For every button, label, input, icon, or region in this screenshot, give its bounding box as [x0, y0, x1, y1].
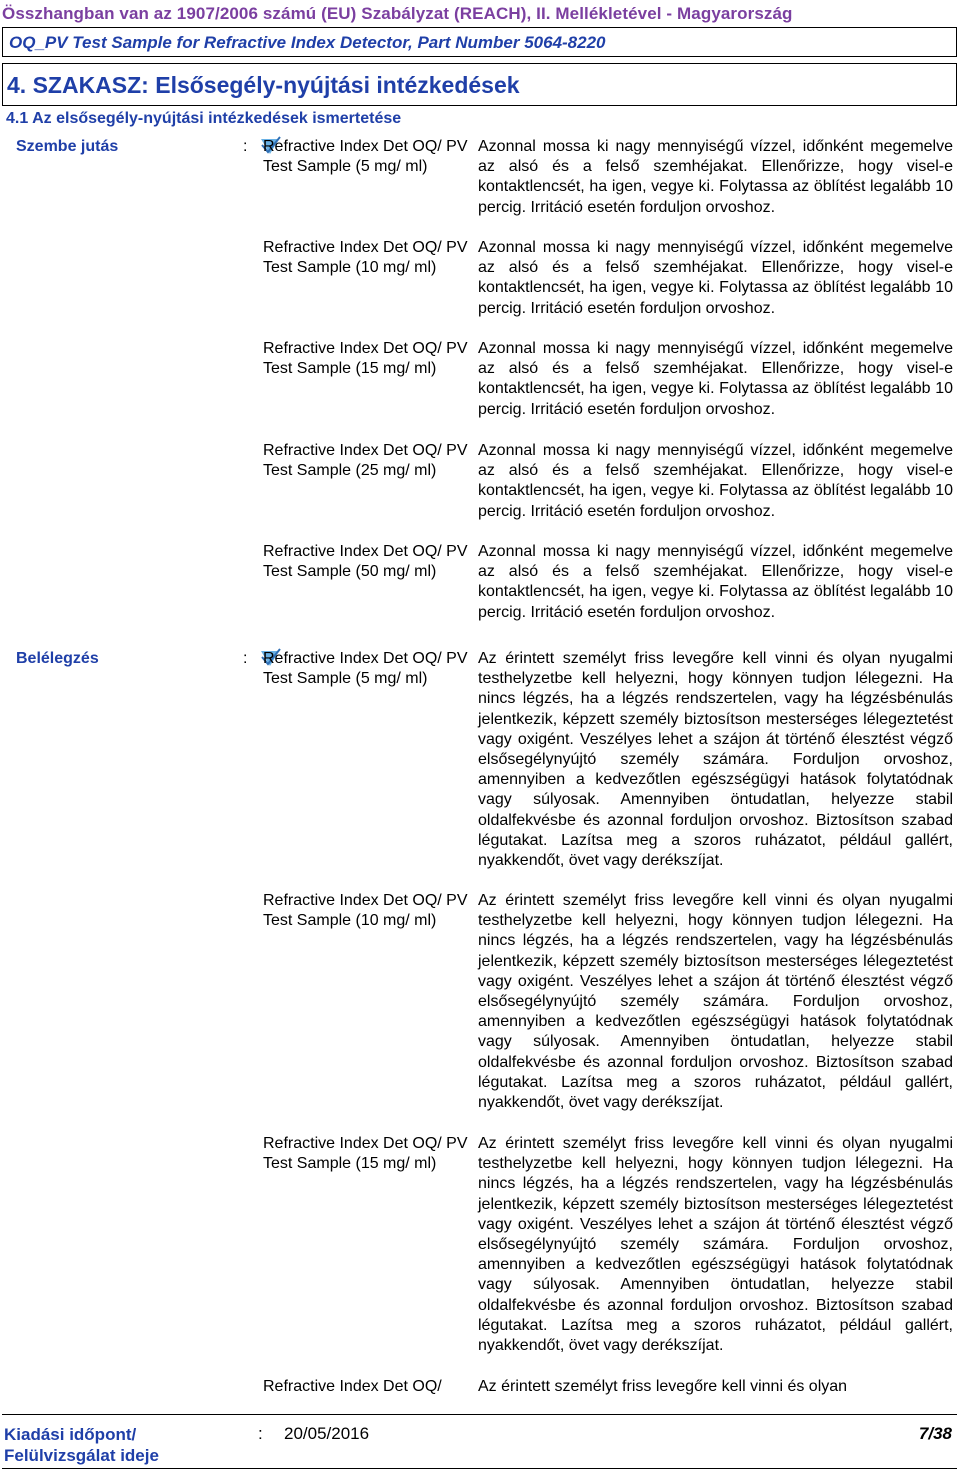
- sample-name: Refractive Index Det OQ/ PV Test Sample (5 mg/ ml): [263, 138, 468, 176]
- group-colon: :: [243, 138, 248, 155]
- footer-divider: [2, 1414, 957, 1415]
- first-aid-measure: Az érintett személyt friss levegőre kell vinni és olyan: [478, 1378, 848, 1395]
- sample-name: Refractive Index Det OQ/ PV Test Sample (10 mg/ ml): [263, 892, 468, 930]
- product-header-box: [2, 27, 957, 57]
- first-aid-measure: Azonnal mossa ki nagy mennyiségű vízzel, időnként megemelve az alsó és a felső szemhéjakat. Ellenőrizze, hogy visel-e kontaktlencsét, ha igen, vegye ki. Folytassa az öblítést legalább 10 percig. Irritáció esetén forduljon orvoshoz.: [478, 239, 953, 317]
- product-name: OQ_PV Test Sample for Refractive Index Detector, Part Number 5064-8220: [9, 33, 606, 52]
- first-aid-measure: Az érintett személyt friss levegőre kell vinni és olyan nyugalmi testhelyzetbe kell helyezni, hogy könnyen tudjon lélegezni. Ha nincs légzés, ha a légzés rendszertelen, vagy ha légzésbénulás jelentkezik, képzett személy biztosítson mesterséges lélegeztetést vagy oxigént. Veszélyes lehet a szájon át történő élesztést végző elsősegélynyújtó személy számára. Forduljon orvoshoz, amennyiben a kedvezőtlen egészségügyi hatások folytatódnak vagy súlyosak. Amennyiben öntudatlan, helyezze stabil oldalfekvésbe és azonnal forduljon orvoshoz. Biztosítson szabad légutakat. Lazítsa meg a szoros ruházatot, például gallért, nyakkendőt, övet vagy derékszíjat.: [478, 650, 953, 870]
- sample-name: Refractive Index Det OQ/ PV Test Sample (25 mg/ ml): [263, 442, 468, 480]
- footer-date: 20/05/2016: [284, 1424, 370, 1443]
- page-number: 7/38: [918, 1424, 952, 1443]
- sample-name: Refractive Index Det OQ/ PV Test Sample (10 mg/ ml): [263, 239, 468, 277]
- first-aid-measure: Azonnal mossa ki nagy mennyiségű vízzel, időnként megemelve az alsó és a felső szemhéjakat. Ellenőrizze, hogy visel-e kontaktlencsét, ha igen, vegye ki. Folytassa az öblítést legalább 10 percig. Irritáció esetén forduljon orvoshoz.: [478, 340, 953, 418]
- section-title: 4. SZAKASZ: Elsősegély-nyújtási intézkedések: [7, 72, 520, 98]
- regulation-header: Összhangban van az 1907/2006 számú (EU) Szabályzat (REACH), II. Mellékletével - Magyarország: [2, 4, 793, 23]
- section-header-box: [2, 63, 957, 106]
- sample-name: Refractive Index Det OQ/: [263, 1378, 442, 1395]
- footer-label-line1: Kiadási időpont/: [4, 1425, 137, 1444]
- subsection-title: 4.1 Az elsősegély-nyújtási intézkedések ismertetése: [6, 110, 402, 127]
- footer-label-line2: Felülvizsgálat ideje: [4, 1446, 159, 1465]
- first-aid-measure: Azonnal mossa ki nagy mennyiségű vízzel, időnként megemelve az alsó és a felső szemhéjakat. Ellenőrizze, hogy visel-e kontaktlencsét, ha igen, vegye ki. Folytassa az öblítést legalább 10 percig. Irritáció esetén forduljon orvoshoz.: [478, 138, 953, 216]
- footer-colon: :: [258, 1424, 263, 1443]
- sample-name: Refractive Index Det OQ/ PV Test Sample (15 mg/ ml): [263, 340, 468, 378]
- footer-issue-date-label: [4, 1424, 159, 1466]
- first-aid-measure: Azonnal mossa ki nagy mennyiségű vízzel, időnként megemelve az alsó és a felső szemhéjakat. Ellenőrizze, hogy visel-e kontaktlencsét, ha igen, vegye ki. Folytassa az öblítést legalább 10 percig. Irritáció esetén forduljon orvoshoz.: [478, 543, 953, 621]
- sample-name: Refractive Index Det OQ/ PV Test Sample (5 mg/ ml): [263, 650, 468, 688]
- sample-name: Refractive Index Det OQ/ PV Test Sample (15 mg/ ml): [263, 1135, 468, 1173]
- bottom-divider: [2, 1468, 957, 1469]
- first-aid-measure: Azonnal mossa ki nagy mennyiségű vízzel, időnként megemelve az alsó és a felső szemhéjakat. Ellenőrizze, hogy visel-e kontaktlencsét, ha igen, vegye ki. Folytassa az öblítést legalább 10 percig. Irritáció esetén forduljon orvoshoz.: [478, 442, 953, 520]
- group-label-inhalation: Belélegzés: [16, 650, 99, 667]
- group-label-eye-contact: Szembe jutás: [16, 138, 119, 155]
- group-colon: :: [243, 650, 248, 667]
- first-aid-measure: Az érintett személyt friss levegőre kell vinni és olyan nyugalmi testhelyzetbe kell helyezni, hogy könnyen tudjon lélegezni. Ha nincs légzés, ha a légzés rendszertelen, vagy ha légzésbénulás jelentkezik, képzett személy biztosítson mesterséges lélegeztetést vagy oxigént. Veszélyes lehet a szájon át történő élesztést végző elsősegélynyújtó személy számára. Forduljon orvoshoz, amennyiben a kedvezőtlen egészségügyi hatások folytatódnak vagy súlyosak. Amennyiben öntudatlan, helyezze stabil oldalfekvésbe és azonnal forduljon orvoshoz. Biztosítson szabad légutakat. Lazítsa meg a szoros ruházatot, például gallért, nyakkendőt, övet vagy derékszíjat.: [478, 1135, 953, 1355]
- sample-name: Refractive Index Det OQ/ PV Test Sample (50 mg/ ml): [263, 543, 468, 581]
- first-aid-measure: Az érintett személyt friss levegőre kell vinni és olyan nyugalmi testhelyzetbe kell helyezni, hogy könnyen tudjon lélegezni. Ha nincs légzés, ha a légzés rendszertelen, vagy ha légzésbénulás jelentkezik, képzett személy biztosítson mesterséges lélegeztetést vagy oxigént. Veszélyes lehet a szájon át történő élesztést végző elsősegélynyújtó személy számára. Forduljon orvoshoz, amennyiben a kedvezőtlen egészségügyi hatások folytatódnak vagy súlyosak. Amennyiben öntudatlan, helyezze stabil oldalfekvésbe és azonnal forduljon orvoshoz. Biztosítson szabad légutakat. Lazítsa meg a szoros ruházatot, például gallért, nyakkendőt, övet vagy derékszíjat.: [478, 892, 953, 1112]
